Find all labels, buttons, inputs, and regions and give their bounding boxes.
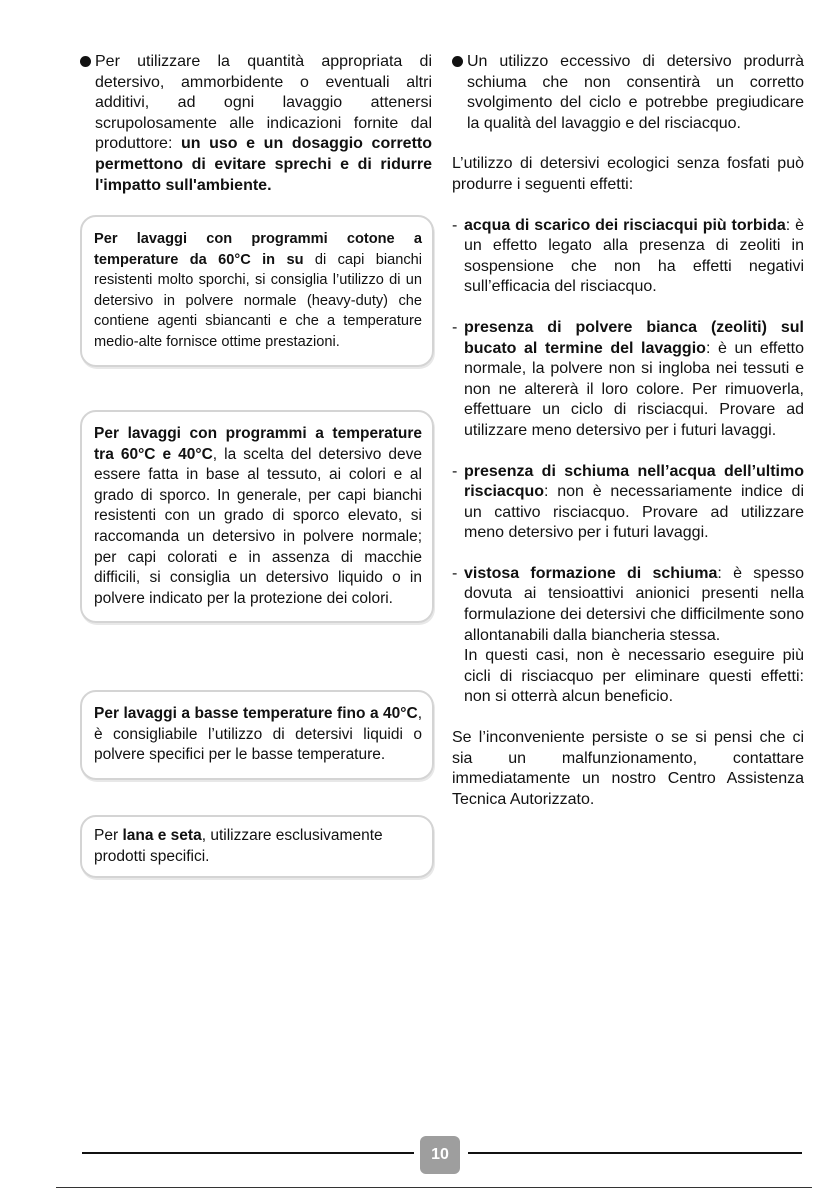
left-bullet-text: Per utilizzare la quantità appropriata di detersivo, ammorbidente o eventuali altri additivi, ad ogni lavaggio attenersi scrupolosamente alle indicazioni fornite dal produttore: bbox=[95, 53, 432, 153]
note-box-low-temp-normal: , è consigliabile l’utilizzo di detersivi liquidi o polvere specifici per le basse temperature. bbox=[94, 705, 422, 764]
note-box-60-40-bold: Per lavaggi con programmi a temperature tra 60°C e 40°C bbox=[94, 425, 422, 463]
footer-rule-left bbox=[82, 1152, 414, 1154]
left-bullet-bold: un uso e un dosaggio corretto permettono di evitare sprechi e di ridurre l'impatto sull'ambiente. bbox=[95, 135, 432, 194]
effect-item-3-normal: : non è necessariamente indice di un cattivo risciacquo. Provare ad utilizzare meno detersivo per i futuri lavaggi. bbox=[464, 483, 804, 542]
effect-item-4-normal: : è spesso dovuta ai tensioattivi anionici presenti nella formulazione dei detersivi che difficilmente sono allontanabili dalla biancheria stessa. bbox=[464, 564, 804, 644]
dash-marker: - bbox=[452, 216, 458, 234]
note-box-60-40-normal: , la scelta del detersivo deve essere fatta in base al tessuto, ai colori e al grado di sporco. In generale, per capi bianchi resistenti con un grado di sporco elevato, si raccomanda un detersivo in polvere normale; per capi colorati e in assenza di macchie difficili, si consiglia un detersivo liquido o in polvere indicato per la protezione dei colori. bbox=[94, 445, 422, 607]
dash-marker: - bbox=[452, 564, 458, 582]
note-box-60-40 bbox=[80, 410, 434, 623]
effect-item-4-bold: vistosa formazione di schiuma bbox=[464, 564, 718, 582]
closing-paragraph: Se l’inconveniente persiste o se si pensi che ci sia un malfunzionamento, contattare immediatamente un nostro Centro Assistenza Tecnica Autorizzato. bbox=[452, 729, 804, 808]
effect-item-2 bbox=[452, 318, 804, 442]
bullet-dot-icon bbox=[452, 56, 463, 67]
right-bullet-paragraph bbox=[452, 52, 804, 134]
note-box-cotton-text bbox=[94, 229, 422, 353]
effect-item-2-bold: presenza di polvere bianca (zeoliti) sul bucato al termine del lavaggio bbox=[464, 318, 804, 357]
note-box-cotton-bold: Per lavaggi con programmi cotone a temperature da 60°C in su bbox=[94, 231, 422, 268]
note-box-low-temp-text bbox=[94, 704, 422, 766]
effect-item-4-extra: In questi casi, non è necessario eseguire più cicli di risciacquo per eliminare questi effetti: non si otterrà alcun beneficio. bbox=[464, 647, 804, 706]
note-box-wool-silk bbox=[80, 815, 434, 878]
bottom-divider bbox=[56, 1187, 812, 1188]
note-box-wool-silk-normal: , utilizzare esclusivamente prodotti specifici. bbox=[94, 827, 383, 865]
note-box-cotton-normal: di capi bianchi resistenti molto sporchi, si consiglia l’utilizzo di un detersivo in polvere normale (heavy-duty) che contiene agenti sbiancanti e che a temperature medio-alte fornisce ottime prestazioni. bbox=[94, 251, 422, 350]
left-column bbox=[80, 52, 432, 196]
bullet-dot-icon bbox=[80, 56, 91, 67]
note-box-cotton bbox=[80, 215, 434, 367]
note-box-60-40-text bbox=[94, 424, 422, 609]
right-column bbox=[452, 52, 804, 810]
note-box-wool-silk-pre: Per bbox=[94, 827, 123, 844]
note-box-low-temp-bold: Per lavaggi a basse temperature fino a 40°C bbox=[94, 705, 418, 722]
dash-marker: - bbox=[452, 318, 458, 336]
footer-rule-right bbox=[468, 1152, 802, 1154]
dash-marker: - bbox=[452, 462, 458, 480]
effect-item-3-bold: presenza di schiuma nell’acqua dell’ultimo risciacquo bbox=[464, 462, 804, 501]
effect-item-1-bold: acqua di scarico dei risciacqui più torbida bbox=[464, 216, 786, 234]
right-intro: L’utilizzo di detersivi ecologici senza fosfati può produrre i seguenti effetti: bbox=[452, 155, 804, 193]
effect-item-1-normal: : è un effetto legato alla presenza di zeoliti in sospensione che non ha effetti negativi sull’efficacia del risciacquo. bbox=[464, 216, 804, 296]
right-bullet-text: Un utilizzo eccessivo di detersivo produrrà schiuma che non consentirà un corretto svolgimento del ciclo e potrebbe pregiudicare la qualità del lavaggio e del risciacquo. bbox=[467, 53, 804, 132]
effect-item-4 bbox=[452, 564, 804, 646]
note-box-wool-silk-bold: lana e seta bbox=[122, 827, 202, 844]
left-bullet-paragraph bbox=[80, 52, 432, 196]
effect-item-2-normal: : è un effetto normale, la polvere non si ingloba nei tessuti e non ne altererà il loro colore. Per rimuoverla, effettuare un ciclo di risciacqui. Provare ad utilizzare meno detersivo per i futuri lavaggi. bbox=[464, 339, 805, 439]
effect-item-1 bbox=[452, 216, 804, 298]
note-box-low-temp bbox=[80, 690, 434, 780]
page-number: 10 bbox=[420, 1136, 460, 1174]
effect-item-3 bbox=[452, 462, 804, 544]
note-box-wool-silk-text bbox=[94, 826, 422, 867]
